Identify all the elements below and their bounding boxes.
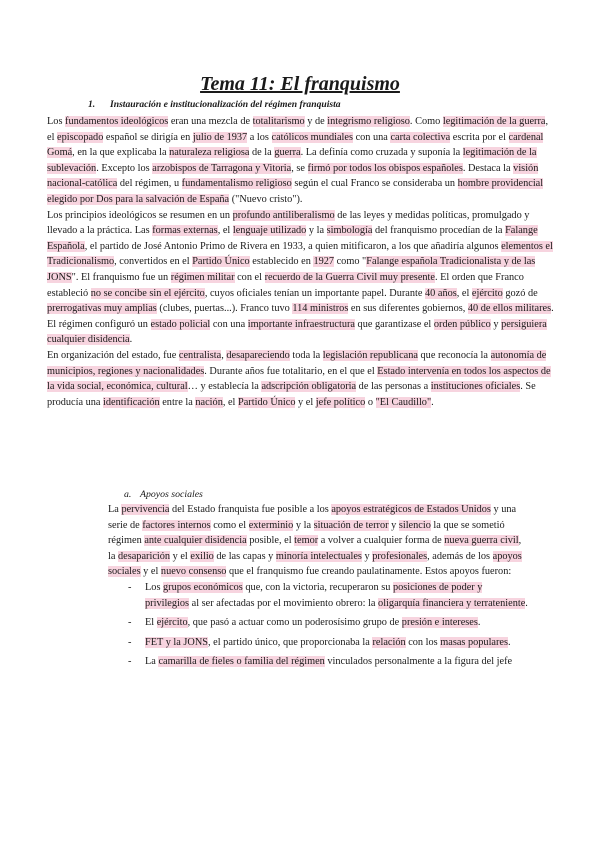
text-run: y el [170,550,191,562]
text-run: que el franquismo fue creando paulatinamente. Estos apoyos fueron: [226,566,512,578]
highlighted-text: minoría intelectuales [275,550,362,562]
text-run: , convertidos en el [114,256,193,268]
text-run: . [525,597,528,609]
bullet-marker: - [128,636,132,648]
text-run: ". El franquismo fue un [71,271,171,283]
text-run: con el [234,271,265,283]
highlighted-text: camarilla de fieles o familia del régimen [158,656,325,668]
text-run: toda la [289,349,323,361]
highlighted-text: grupos económicos [163,581,243,593]
highlighted-text: Falange Española [47,225,538,252]
text-run: , en la que explicaba la [72,147,170,159]
highlighted-text: oligarquía financiera y terrateniente [378,597,526,609]
text-run: . Como [409,116,443,127]
highlighted-text: exterminio [248,519,294,531]
highlighted-text: orden público [433,318,491,330]
subsection-title: Apoyos sociales [140,489,203,500]
text-run: de las personas a [356,381,431,393]
highlighted-text: factores internos [142,519,211,531]
text-run: , [221,349,227,361]
highlighted-text: naturaleza religiosa [169,147,250,159]
text-run: a los [247,131,272,143]
text-run: como " [334,256,367,268]
text-run: , la [108,535,522,562]
highlighted-text: autonomía de municipios, regiones y nacionalidades [47,349,547,377]
text-run: En organización del estado, fue [47,349,179,361]
highlighted-text: 40 de ellos militares [467,303,552,315]
subsection-body [108,502,528,674]
highlighted-text: católicos mundiales [271,131,353,143]
text-run: y el [140,566,161,578]
text-run: con una [210,318,248,330]
highlighted-text: Partido Único [192,256,250,268]
highlighted-text: régimen militar [170,271,235,283]
section-number: 1. [88,99,96,110]
subsection-intro [108,502,528,580]
text-run: . La definía como cruzada y suponía la [300,147,463,159]
text-run: La [145,656,159,668]
text-run: . [508,636,511,648]
text-run: que garantizase el [354,318,434,330]
highlighted-text: visión nacional-católica [47,162,539,190]
text-run: Los principios ideológicos se resumen en un [47,209,233,221]
text-run: y [490,318,502,330]
body-text [47,114,555,410]
text-run: y la [293,519,314,531]
text-run: Los [47,116,66,127]
section-heading [88,98,341,112]
highlighted-text: nación [195,396,223,408]
highlighted-text: hombre providencial elegido por Dos para la salvación de España [47,178,544,205]
highlighted-text: fundamentalismo religioso [181,178,292,190]
text-run: ("Nuevo cristo"). [229,193,303,205]
paragraph [47,208,555,348]
text-run: establecido en [249,256,314,268]
highlighted-text: lenguaje utilizado [232,225,307,237]
highlighted-text: legitimación de la guerra [442,116,546,127]
highlighted-text: relación [372,636,406,648]
text-run: de las leyes y medidas políticas, promulgado y llevado a la práctica. Las [47,209,530,237]
text-run: . El orden que Franco estableció [47,271,524,299]
text-run: (clubes, puertas...). Franco tuvo [156,303,293,315]
highlighted-text: situación de terror [313,519,389,531]
subsection-heading [124,488,203,502]
highlighted-text: 1927 [313,256,335,268]
bullet-marker: - [128,617,132,629]
text-run: escrita por el [450,131,509,143]
text-run: , el partido único, que proporcionaba la [208,636,373,648]
highlighted-text: legitimación de la sublevación [47,147,537,174]
highlighted-text: nueva guerra civil [444,535,519,547]
highlighted-text: carta colectiva [390,131,451,143]
text-run: entre la [159,396,196,408]
text-run: , además de los [427,550,493,562]
highlighted-text: no se concibe sin el ejército [90,287,205,299]
list-item [108,635,528,651]
list-item [108,580,528,611]
highlighted-text: guerra [274,147,301,159]
text-run: El [145,617,157,629]
text-run: . Se producía una [47,381,536,408]
highlighted-text: ante cualquier disidencia [144,535,247,547]
text-run: del régimen, u [117,178,182,190]
text-run: Los [145,581,164,593]
text-run: del Estado franquista fue posible a los [169,504,332,515]
text-run: , que pasó a actuar como un poderosísimo grupo de [187,617,402,629]
text-run: , cuyos oficiales tenían un importante papel. Durante [204,287,426,299]
highlighted-text: Partido Único [238,396,296,408]
text-run: . Durante años fue totalitario, en el que el [204,365,378,377]
text-run: que, con la victoria, recuperaron su [242,581,393,593]
highlighted-text: arzobispos de Tarragona y Vitoria [152,162,292,174]
highlighted-text: ejército [471,287,503,299]
highlighted-text: estado policial [150,318,211,330]
highlighted-text: totalitarismo [252,116,305,127]
highlighted-text: pervivencia [121,504,170,515]
highlighted-text: exilio [190,550,214,562]
text-run: como el [210,519,249,531]
highlighted-text: julio de 1937 [192,131,248,143]
section-title: Instauración e institucionalización del régimen franquista [110,99,341,110]
text-run: posible, el [246,535,295,547]
highlighted-text: desapareciendo [226,349,290,361]
highlighted-text: identificación [103,396,160,408]
text-run: . [477,617,481,629]
highlighted-text: FET y la JONS [145,636,209,648]
highlighted-text: simbología [326,225,373,237]
text-run: , el [217,225,233,237]
text-run: , se [291,162,308,174]
text-run: , el [47,116,549,143]
highlighted-text: prerrogativas muy amplias [47,303,157,315]
highlighted-text: elementos el Tradicionalismo [47,240,553,268]
highlighted-text: jefe político [315,396,366,408]
text-run: gozó de [502,287,538,299]
highlighted-text: importante infraestructura [247,318,355,330]
highlighted-text: cardenal Gomá [47,131,544,159]
list-item [108,615,528,631]
highlighted-text: 114 ministros [292,303,349,315]
highlighted-text: recuerdo de la Guerra Civil muy presente [264,271,435,283]
text-run: la que se sometió régimen [108,519,505,547]
highlighted-text: nuevo consenso [160,566,227,578]
highlighted-text: silencio [398,519,431,531]
text-run: . [129,334,133,346]
list-item-text [145,656,512,667]
highlighted-text: adscripción obligatoria [261,381,357,393]
text-run: , el [222,396,238,408]
highlighted-text: episcopado [57,131,104,143]
text-run: … y establecía la [187,381,262,393]
highlighted-text: persiguiera cualquier disidencia [47,318,547,346]
text-run: . Excepto los [96,162,153,174]
highlighted-text: instituciones oficiales [430,381,521,393]
highlighted-text: firmó por todos los obispos españoles [307,162,463,174]
text-run: con una [353,131,391,143]
text-run: que reconocía la [417,349,491,361]
text-run: en sus diferentes gobiernos, [348,303,468,315]
text-run: español se dirigía en [103,131,193,143]
highlighted-text: profundo antiliberalismo [232,209,335,221]
highlighted-text: Estado intervenía en todos los aspectos de la vida social, económica, cultural [47,365,551,393]
text-run: según el cual Franco se consideraba un [291,178,458,190]
highlighted-text: integrismo religioso [327,116,410,127]
text-run: y el [295,396,316,408]
highlighted-text: apoyos estratégicos de Estados Unidos [331,504,491,515]
text-run: eran una mezcla de [168,116,253,127]
highlighted-text: temor [294,535,319,547]
text-run: con los [405,636,441,648]
highlighted-text: ejército [156,617,188,629]
list-item-text [145,582,528,609]
highlighted-text: "El Caudillo" [375,396,432,408]
text-run: , el [456,287,472,299]
text-run: al ser afectadas por el movimiento obrero: la [189,597,379,609]
text-run: , el partido de José Antonio Primo de Rivera en 1933, a quien mitificaron, a los que añadiría algunos [84,240,502,252]
text-run: y una serie de [108,504,517,531]
highlighted-text: profesionales [372,550,428,562]
text-run: La [108,504,122,515]
text-run: del franquismo procedían de la [372,225,506,237]
highlighted-text: Falange española Tradicionalista y de las JONS [47,256,536,283]
text-run: de la [249,147,275,159]
text-run: vinculados personalmente a la figura del jefe [324,656,513,668]
list-item-text [145,617,480,628]
text-run: . El régimen configuró un [47,303,554,330]
text-run: . [431,396,434,408]
highlighted-text: posiciones de poder y privilegios [145,581,483,609]
highlighted-text: desaparición [118,550,171,562]
highlighted-text: legislación republicana [322,349,418,361]
highlighted-text: apoyos sociales [108,550,522,578]
bullet-marker: - [128,581,132,593]
text-run: de las capas y [213,550,276,562]
text-run: a volver a cualquier forma de [318,535,445,547]
highlighted-text: 40 años [425,287,457,299]
text-run: y [388,519,399,531]
text-run: o [365,396,376,408]
text-run: y de [304,116,328,127]
bullet-list [108,580,528,670]
bullet-marker: - [128,656,132,668]
subsection-letter: a. [124,489,132,500]
paragraph [47,348,555,410]
highlighted-text: centralista [178,349,222,361]
text-run: y la [306,225,327,237]
text-run: . Destaca la [462,162,514,174]
list-item [108,654,528,670]
highlighted-text: masas populares [440,636,509,648]
paragraph [47,114,555,208]
text-run: y [361,550,373,562]
page-title: Tema 11: El franquismo [200,73,400,95]
list-item-text [145,637,511,648]
highlighted-text: formas externas [152,225,218,237]
highlighted-text: presión e intereses [401,617,478,629]
highlighted-text: fundamentos ideológicos [65,116,169,127]
